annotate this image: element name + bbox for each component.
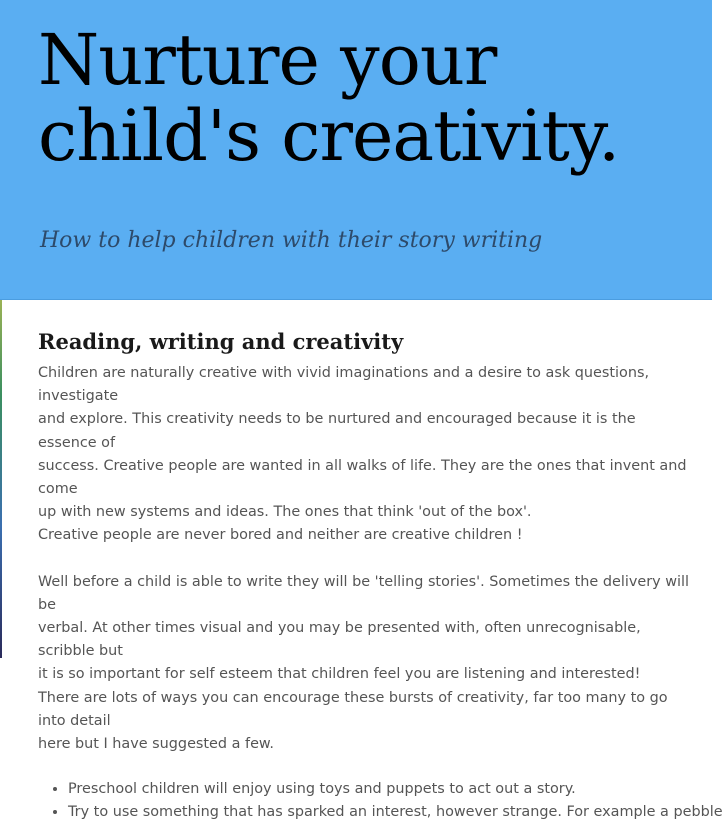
page-title-line-2: child's creativity.	[38, 95, 620, 177]
section-heading: Reading, writing and creativity	[38, 329, 404, 354]
paragraph-line: Well before a child is able to write they will be 'telling stories'. Sometimes the delivery will be	[38, 573, 689, 613]
paragraph-storytelling	[38, 571, 698, 757]
hero-banner	[0, 0, 712, 300]
paragraph-line: here but I have suggested a few.	[38, 736, 274, 753]
paragraph-line: and explore. This creativity needs to be nurtured and encouraged because it is the essence of	[38, 411, 636, 451]
page-title	[38, 19, 620, 177]
suggestions-list	[38, 778, 723, 824]
paragraph-line: it is so important for self esteem that children feel you are listening and interested!	[38, 666, 641, 683]
paragraph-line: Creative people are never bored and neither are creative children !	[38, 527, 523, 544]
paragraph-line: success. Creative people are wanted in all walks of life. They are the ones that invent and come	[38, 457, 687, 498]
paragraph-spacer	[38, 548, 698, 571]
page-subtitle: How to help children with their story writing	[40, 228, 543, 253]
list-item: • Try to use something that has sparked an interest, however strange. For example a pebble	[68, 801, 698, 824]
page-title-line-1: Nurture your	[38, 19, 497, 101]
paragraph-line: up with new systems and ideas. The ones that think 'out of the box'.	[38, 504, 532, 521]
paragraph-line: Children are naturally creative with vivid imaginations and a desire to ask questions, investigate	[38, 365, 650, 405]
article-content	[38, 328, 723, 825]
list-item: • Preschool children will enjoy using toys and puppets to act out a story.	[68, 778, 698, 801]
paragraph-line: There are lots of ways you can encourage these bursts of creativity, far too many to go into detail	[38, 689, 668, 729]
paragraph-creativity	[38, 362, 698, 548]
paragraph-line: verbal. At other times visual and you may be presented with, often unrecognisable, scribble but	[38, 620, 641, 660]
